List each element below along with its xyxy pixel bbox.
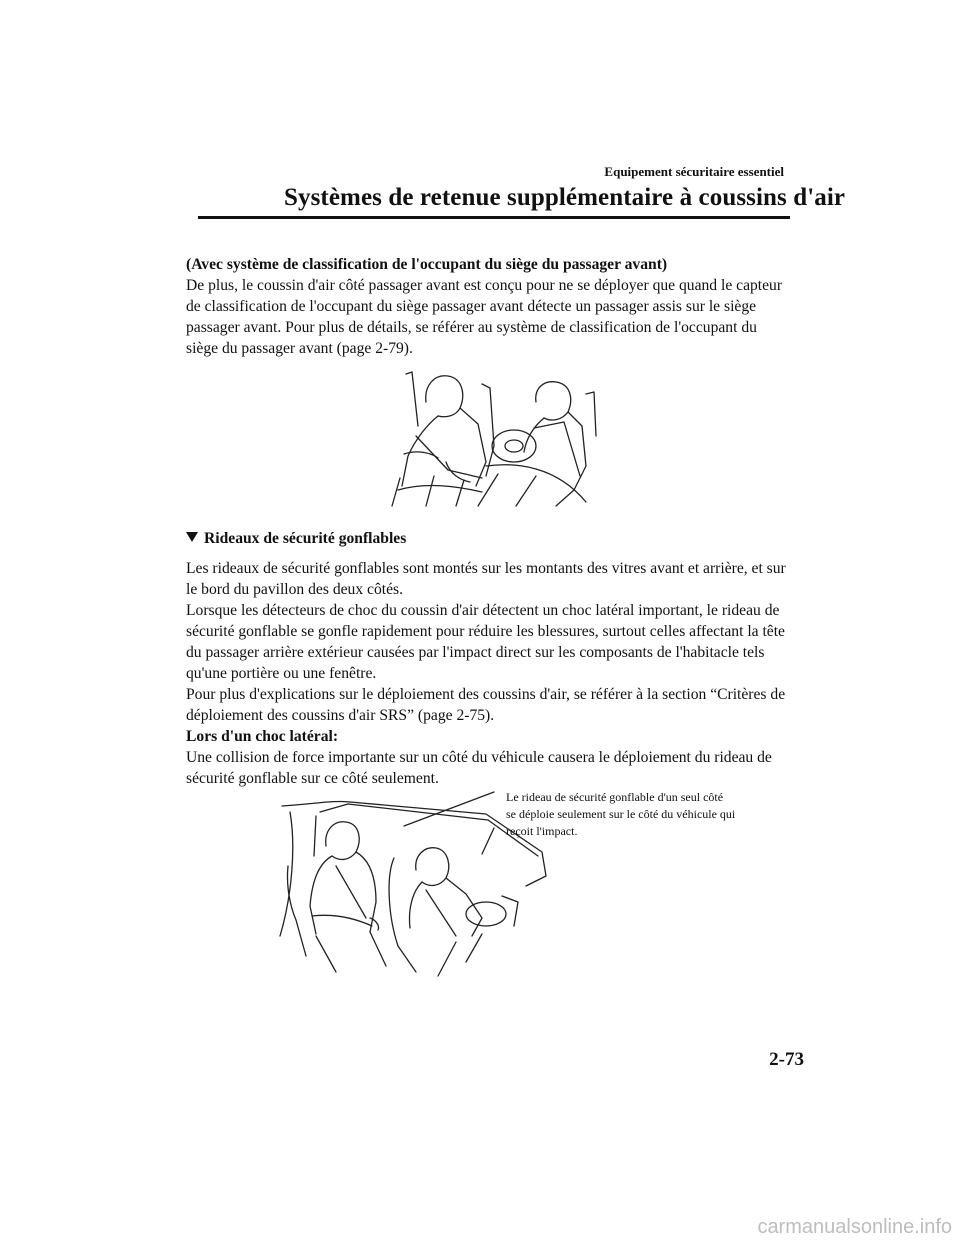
curtain-heading-text: Rideaux de sécurité gonflables [204, 530, 407, 547]
curtain-paragraph-1: Les rideaux de sécurité gonflables sont montés sur les montants des vitres avant et arrière, et sur le bord du pavillon des deux côtés. [186, 560, 786, 598]
curtain-paragraph-3: Pour plus d'explications sur le déploiement des coussins d'air, se référer à la section “Critères de déploiement des coussins d'air SRS” (page 2-75). [186, 686, 786, 724]
curtain-paragraph-2: Lorsque les détecteurs de choc du coussin d'air détectent un choc latéral important, le rideau de sécurité gonflable se gonfle rapidement pour réduire les blessures, surtout celles affectant la tête du passager arrière extérieur causées par l'impact direct sur les composants de l'habitacle tels qu'une portière ou une fenêtre. [186, 602, 785, 682]
page-number: 2-73 [769, 1049, 804, 1070]
triangle-bullet-icon [186, 532, 198, 542]
figure-callout: Le rideau de sécurité gonflable d'un seul côté se déploie seulement sur le côté du véhicule qui reçoit l'impact. [506, 790, 736, 838]
curtain-heading [186, 530, 406, 548]
passenger-block [186, 254, 792, 359]
occupants-illustration [386, 366, 602, 512]
section-name: Equipement sécuritaire essentiel [604, 164, 784, 179]
curtain-block [186, 558, 792, 789]
watermark: carmanualsonline.info [757, 1216, 952, 1238]
side-impact-label: Lors d'un choc latéral: [186, 728, 339, 745]
side-impact-paragraph: Une collision de force importante sur un côté du véhicule causera le déploiement du rideau de sécurité gonflable sur ce côté seulement. [186, 749, 772, 787]
passenger-paragraph: De plus, le coussin d'air côté passager avant est conçu pour ne se déployer que quand le capteur de classification de l'occupant du siège passager avant détecte un passager assis sur le siège passager avant. Pour plus de détails, se référer au système de classification de l'occupant du siège du passager avant (page 2-79). [186, 277, 783, 357]
passenger-subheading: (Avec système de classification de l'occupant du siège du passager avant) [186, 256, 668, 273]
header-divider [198, 216, 790, 219]
page-title: Systèmes de retenue supplémentaire à coussins d'air [284, 184, 846, 211]
